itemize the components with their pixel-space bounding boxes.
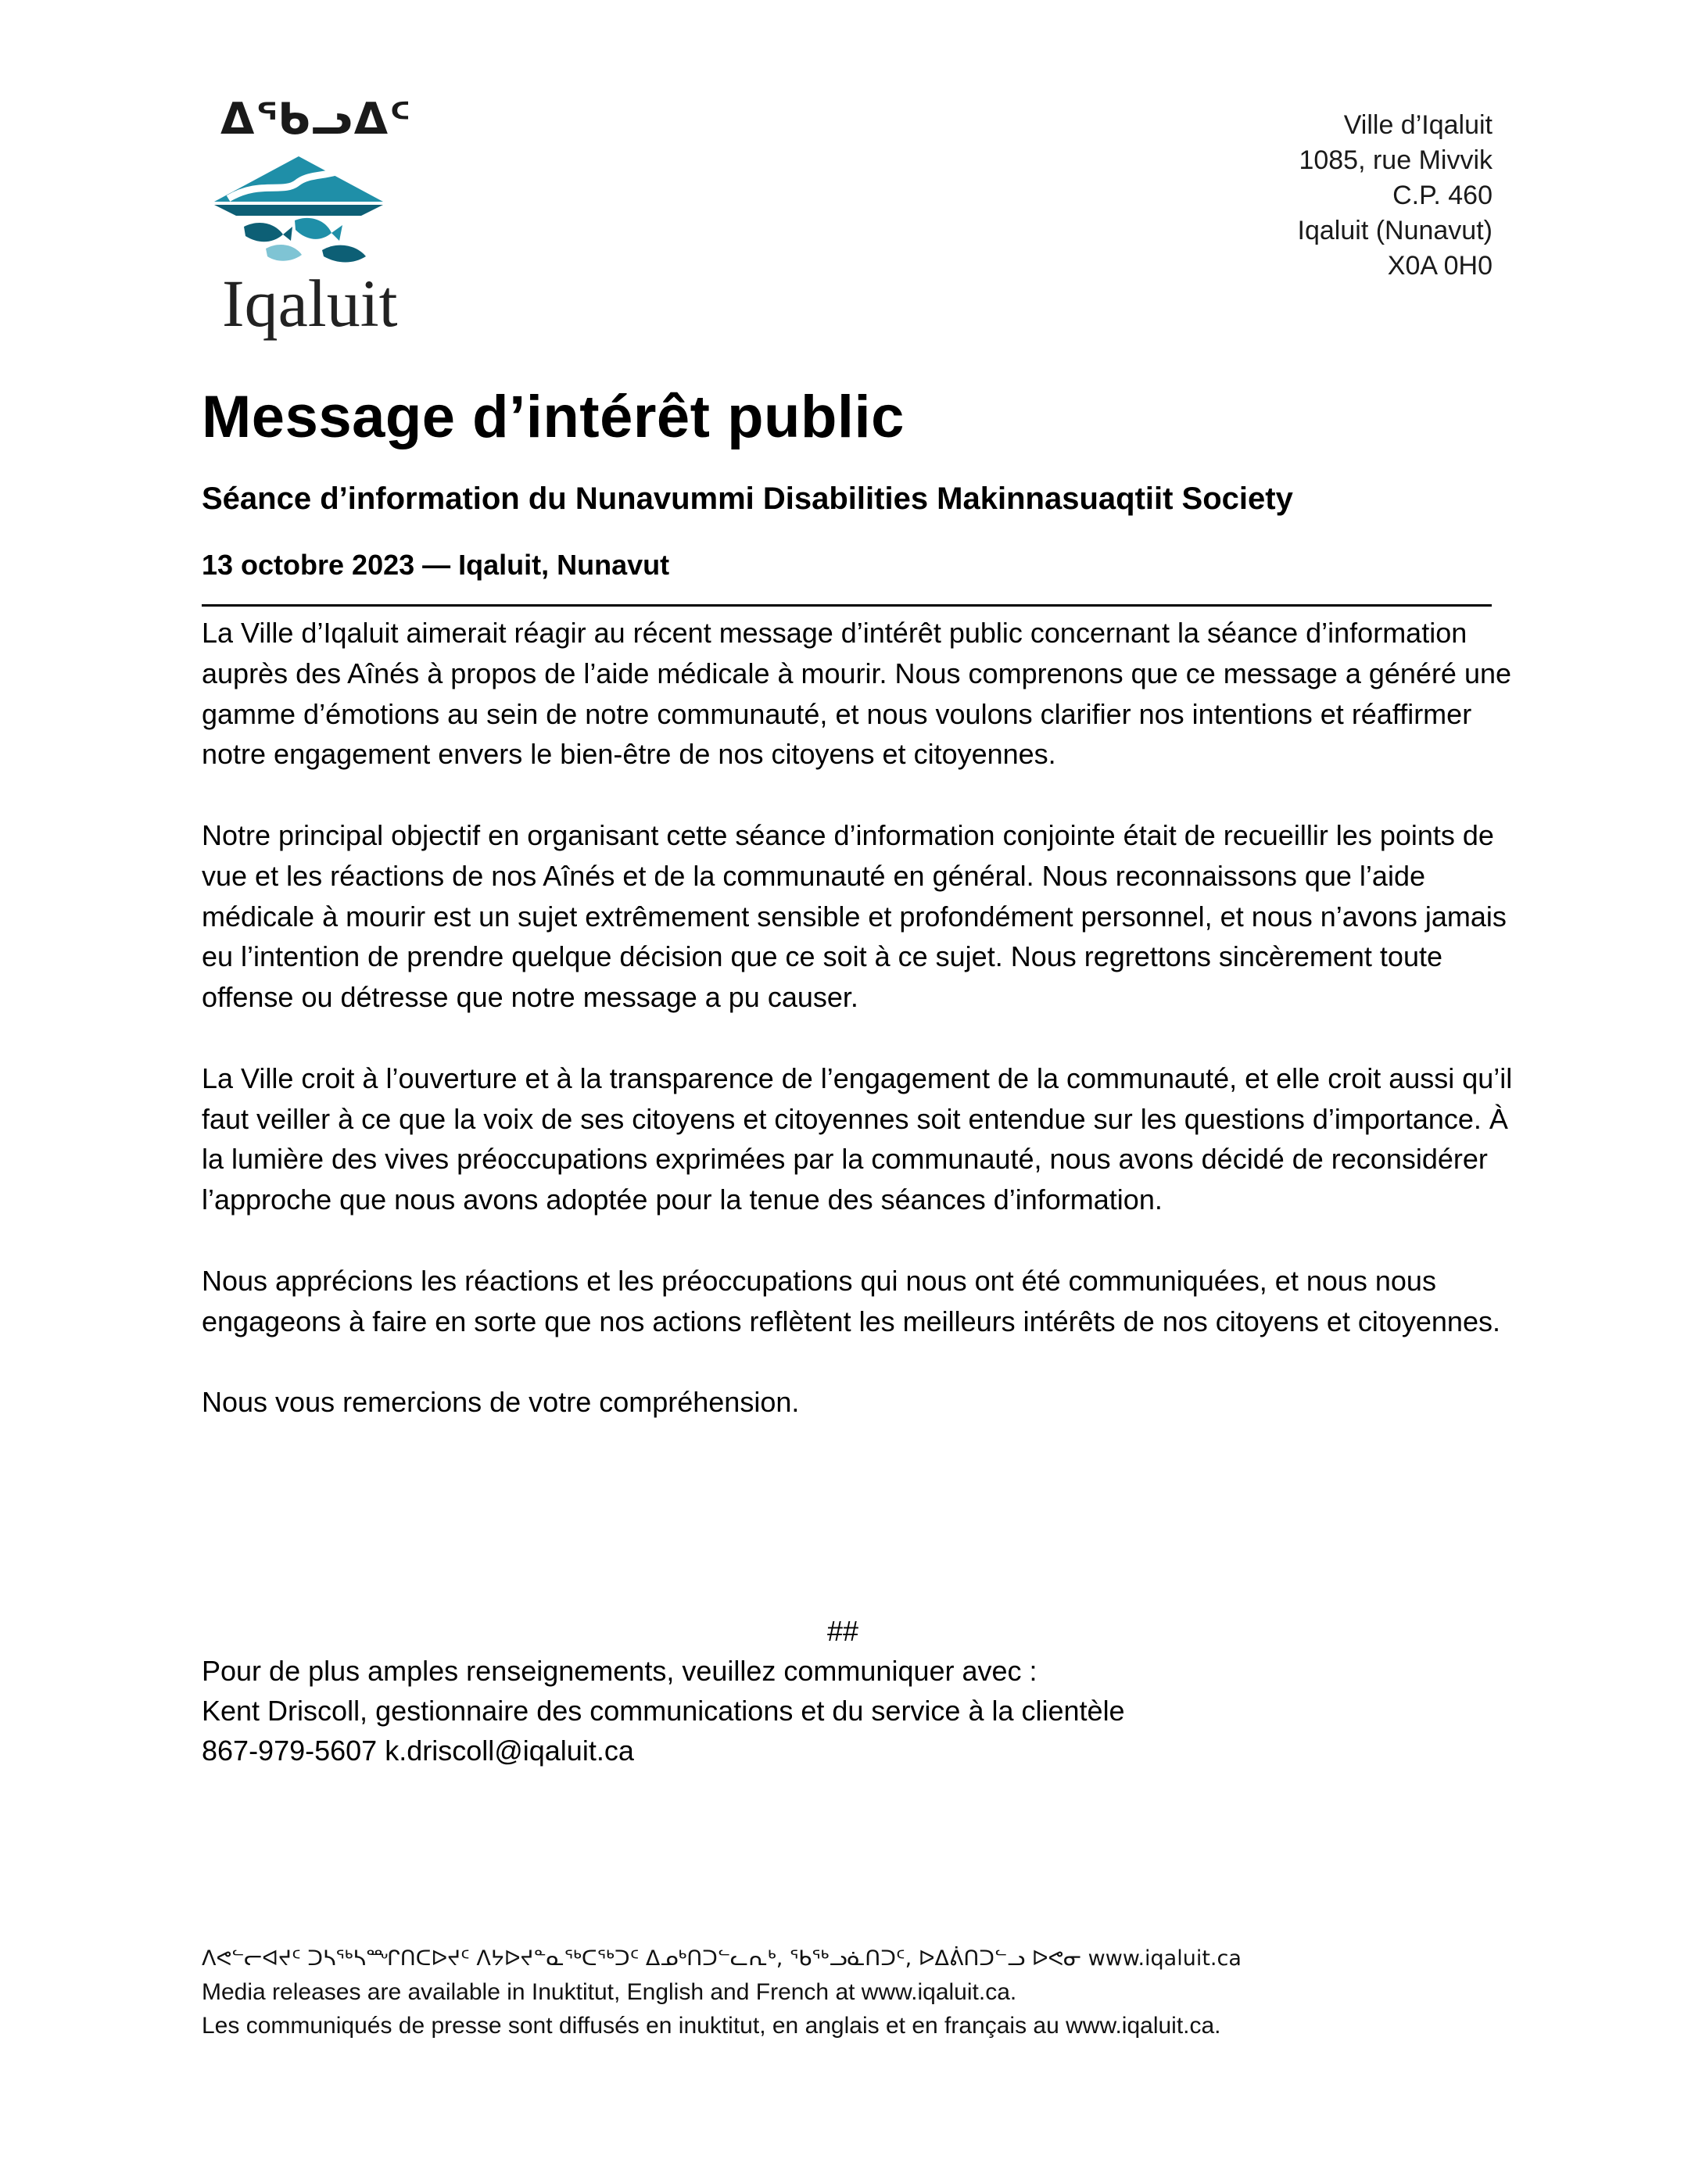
address-line: C.P. 460 bbox=[1392, 181, 1493, 210]
footer-french-line: Les communiqués de presse sont diffusés en inuktitut, en anglais et en français au www.iqaluit.ca. bbox=[202, 2013, 1221, 2039]
logo-syllabics: ᐃᖃᓗᐃᑦ bbox=[220, 94, 413, 145]
address-line: Iqaluit (Nunavut) bbox=[1297, 216, 1493, 245]
contact-person: Kent Driscoll, gestionnaire des communications et du service à la clientèle bbox=[202, 1695, 1125, 1727]
divider bbox=[202, 604, 1492, 607]
body-text bbox=[202, 613, 1515, 1463]
footer-syllabics-line: ᐱᕙᓪᓕᐊᔪᑦ ᑐᓴᖅᓴᙱᑎᑕᐅᔪᑦ ᐱᔭᐅᔪᓐᓇᖅᑕᖅᑐᑦ ᐃᓄᒃᑎᑐᓪᓚᕆᒃ, ᖃᖅᓗᓈᑎᑐᑦ, ᐅᐃᕖᑎᑐᓪᓗ ᐅᕙᓂ www.iqaluit.ca bbox=[202, 1946, 1242, 1971]
logo-wordmark: Iqaluit bbox=[222, 266, 398, 341]
contact-phone-email[interactable]: 867-979-5607 k.driscoll@iqaluit.ca bbox=[202, 1735, 634, 1767]
iqaluit-logo bbox=[197, 94, 413, 344]
contact-block bbox=[202, 1651, 1125, 1770]
footer bbox=[202, 1942, 1242, 2043]
contact-intro: Pour de plus amples renseignements, veuillez communiquer avec : bbox=[202, 1655, 1037, 1687]
paragraph: Notre principal objectif en organisant cette séance d’information conjointe était de recueillir les points de vue et les réactions de nos Aînés et de la communauté en général. Nous reconnaissons que l’aide médicale à mourir est un sujet extrêmement sensible et profondément personnel, et nous n’avons jamais eu l’intention de prendre quelque décision que ce soit à ce sujet. Nous regrettons sincèrement toute offense ou détresse que notre message a pu causer. bbox=[202, 818, 1507, 1014]
footer-english-line: Media releases are available in Inuktitut, English and French at www.iqaluit.ca. bbox=[202, 1979, 1017, 2005]
dateline: 13 octobre 2023 — Iqaluit, Nunavut bbox=[202, 549, 670, 581]
address-block bbox=[1298, 108, 1493, 284]
logo-emblem-icon bbox=[197, 149, 400, 266]
page-title: Message d’intérêt public bbox=[202, 384, 905, 450]
end-mark: ## bbox=[827, 1615, 859, 1647]
paragraph: Nous vous remercions de votre compréhension. bbox=[202, 1386, 800, 1419]
page-subtitle: Séance d’information du Nunavummi Disabilities Makinnasuaqtiit Society bbox=[202, 482, 1293, 516]
paragraph: La Ville d’Iqaluit aimerait réagir au récent message d’intérêt public concernant la séance d’information auprès des Aînés à propos de l’aide médicale à mourir. Nous comprenons que ce message a généré une gamme d’émotions au sein de notre communauté, et nous voulons clarifier nos intentions et réaffirmer notre engagement envers le bien-être de nos citoyens et citoyennes. bbox=[202, 617, 1512, 771]
paragraph: Nous apprécions les réactions et les préoccupations qui nous ont été communiquées, et nous nous engageons à faire en sorte que nos actions reflètent les meilleurs intérêts de nos citoyens et citoyennes. bbox=[202, 1264, 1500, 1337]
address-line: Ville d’Iqaluit bbox=[1343, 110, 1493, 140]
address-line: 1085, rue Mivvik bbox=[1299, 145, 1493, 175]
address-line: X0A 0H0 bbox=[1387, 251, 1493, 281]
paragraph: La Ville croit à l’ouverture et à la transparence de l’engagement de la communauté, et elle croit aussi qu’il faut veiller à ce que la voix de ses citoyens et citoyennes soit entendue sur les questions d’importance. À la lumière des vives préoccupations exprimées par la communauté, nous avons décidé de reconsidérer l’approche que nous avons adoptée pour la tenue des séances d’information. bbox=[202, 1062, 1513, 1216]
